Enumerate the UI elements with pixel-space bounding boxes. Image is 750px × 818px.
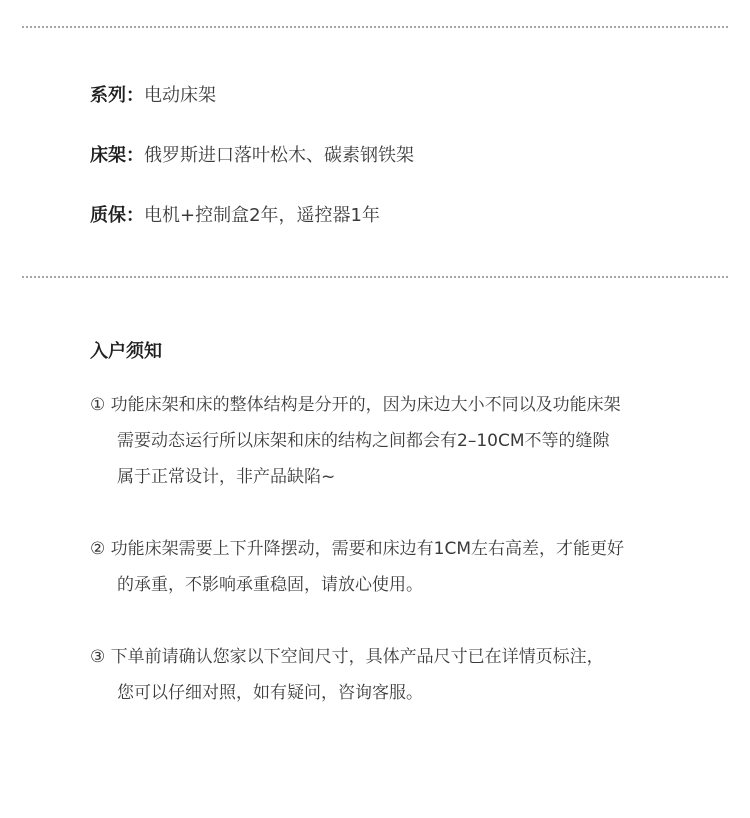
spec-row-frame: [90, 144, 414, 168]
spec-row-series: [90, 84, 216, 108]
spec-value-series: 电动床架: [144, 85, 216, 106]
notice-item-3-line-1: ③ 下单前请确认您家以下空间尺寸，具体产品尺寸已在详情页标注，: [90, 647, 604, 667]
top-dotted-divider: [22, 26, 728, 28]
spec-key-warranty: 质保：: [90, 205, 144, 226]
spec-key-frame: 床架：: [90, 145, 144, 166]
notice-item-1-line-1: ① 功能床架和床的整体结构是分开的，因为床边大小不同以及功能床架: [90, 395, 621, 415]
notice-item-1-line-2: 需要动态运行所以床架和床的结构之间都会有2–10CM不等的缝隙: [117, 431, 610, 451]
spec-key-series: 系列：: [90, 85, 144, 106]
notice-item-2-line-1: ② 功能床架需要上下升降摆动，需要和床边有1CM左右高差，才能更好: [90, 539, 624, 559]
notice-item-3: [90, 639, 604, 711]
spec-row-warranty: [90, 204, 380, 228]
notice-item-1: [90, 387, 621, 495]
spec-value-warranty: 电机+控制盒2年，遥控器1年: [144, 205, 380, 226]
notice-item-3-line-2: 您可以仔细对照，如有疑问，咨询客服。: [117, 683, 423, 703]
notice-item-1-line-3: 属于正常设计，非产品缺陷~: [117, 467, 336, 487]
notice-item-2: [90, 531, 624, 603]
notice-item-2-line-2: 的承重，不影响承重稳固，请放心使用。: [117, 575, 423, 595]
notice-title: 入户须知: [90, 341, 162, 362]
middle-dotted-divider: [22, 276, 728, 278]
spec-value-frame: 俄罗斯进口落叶松木、碳素钢铁架: [144, 145, 414, 166]
